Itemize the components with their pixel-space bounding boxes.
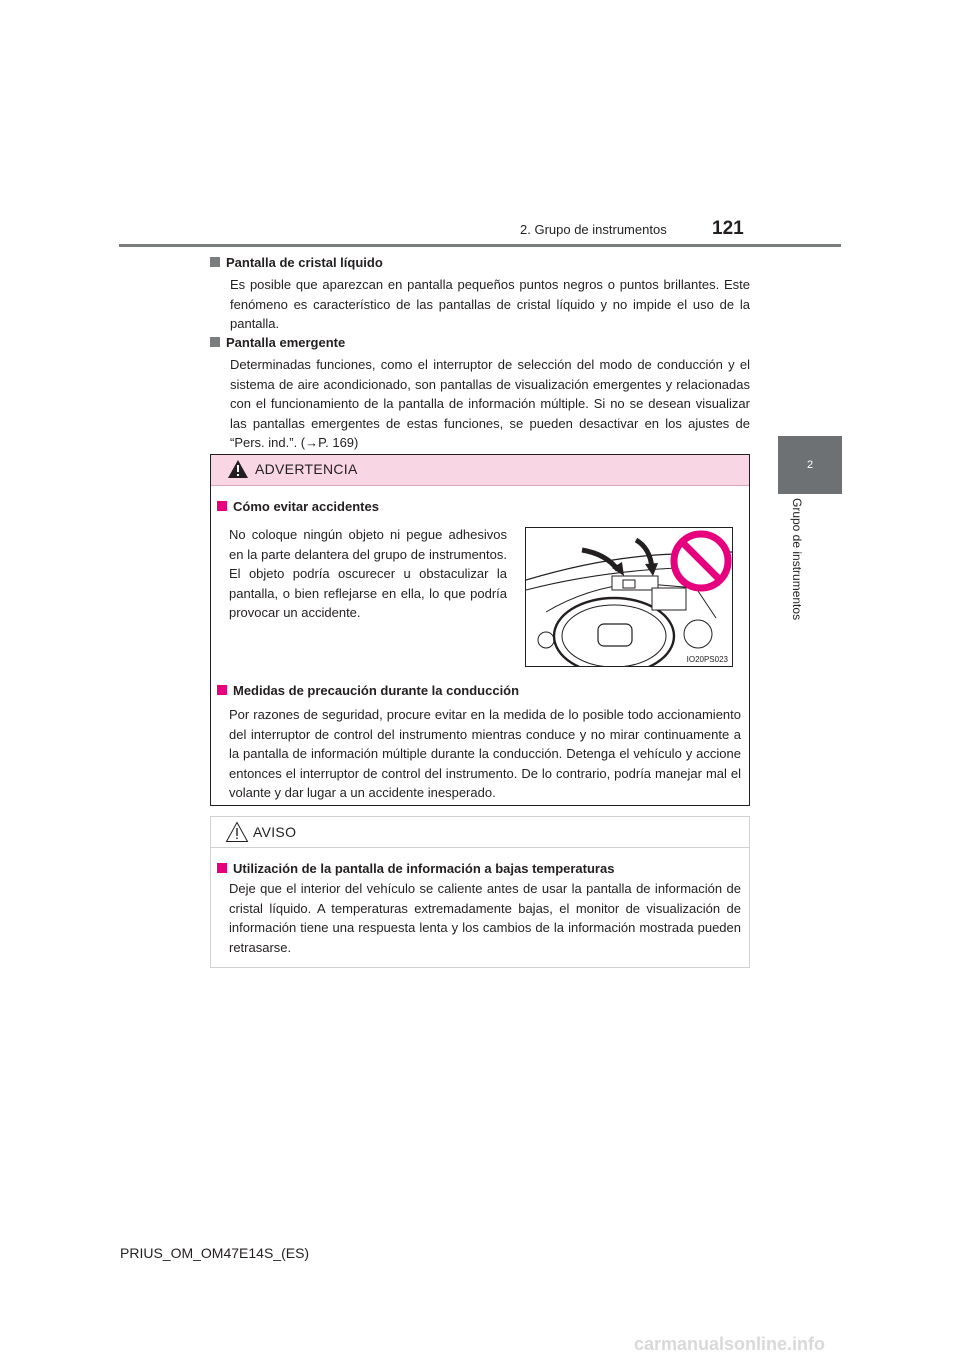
header-rule [119, 244, 841, 247]
chapter-tab-number: 2 [778, 436, 842, 494]
square-bullet-icon [217, 685, 227, 695]
dashboard-illustration [525, 527, 733, 667]
warning-header [211, 455, 749, 486]
section-text: Es posible que aparezcan en pantalla pequeños puntos negros o puntos brillantes. Este fenómeno es característico de las pantallas de cristal líquido y no impide el uso de la pantalla. [230, 277, 750, 331]
warning-label: ADVERTENCIA [255, 461, 358, 477]
warning-triangle-icon [227, 459, 249, 479]
warning-item-title: Medidas de precaución durante la conducción [217, 683, 519, 698]
square-bullet-icon [217, 863, 227, 873]
document-code: PRIUS_OM_OM47E14S_(ES) [120, 1245, 310, 1261]
page-number: 121 [712, 218, 744, 239]
running-header-section: 2. Grupo de instrumentos [520, 222, 667, 237]
figure-code: IO20PS023 [686, 655, 728, 664]
caution-triangle-icon [225, 821, 249, 843]
warning-item-text: Por razones de seguridad, procure evitar en la medida de lo posible todo accionamiento del interruptor de control del instrumento mientras conduce y no mirar continuamente a la pantalla de información múltiple durante la conducción. Detenga el vehículo y accione entonces el interruptor de control del instrumento. De lo contrario, podría manejar mal el volante y dar lugar a un accidente inesperado. [229, 707, 741, 800]
chapter-tab-label: Grupo de instrumentos [790, 498, 804, 621]
section-text: Determinadas funciones, como el interruptor de selección del modo de conducción y el sistema de aire acondicionado, son pantallas de visualización emergentes y relacionadas con el funcionamiento de la pantalla de información múltiple. Si no se desean visualizar las pantallas emergentes de estas funciones, se pueden desactivar en los ajustes de “Pers. ind.”. (→P. 169) [230, 357, 750, 450]
notice-item-text: Deje que el interior del vehículo se caliente antes de usar la pantalla de información de cristal líquido. A temperaturas extremadamente bajas, el monitor de visualización de información tiene una respuesta lenta y los cambios de la información mostrada pueden retrasarse. [229, 881, 741, 955]
section-popup [210, 334, 750, 453]
watermark-svg [630, 1330, 960, 1358]
square-bullet-icon [210, 257, 220, 267]
notice-item-title: Utilización de la pantalla de información a bajas temperaturas [217, 861, 614, 876]
section-lcd [210, 254, 750, 334]
notice-box [210, 816, 750, 968]
section-title: Pantalla de cristal líquido [210, 254, 750, 272]
watermark-logo [630, 1330, 960, 1358]
section-title: Pantalla emergente [210, 334, 750, 352]
watermark-text: carmanualsonline.info [634, 1334, 826, 1354]
warning-box [210, 454, 750, 806]
square-bullet-icon [210, 337, 220, 347]
warning-item-title: Cómo evitar accidentes [217, 499, 379, 514]
notice-header [211, 817, 749, 848]
square-bullet-icon [217, 501, 227, 511]
dashboard-figure-svg [526, 528, 732, 666]
warning-item-text: No coloque ningún objeto ni pegue adhesivos en la parte delantera del grupo de instrumentos. El objeto podría oscurecer u obstaculizar la pantalla, o bien reflejarse en ella, lo que podría provocar un accidente. [229, 527, 507, 620]
notice-label: AVISO [253, 824, 297, 840]
